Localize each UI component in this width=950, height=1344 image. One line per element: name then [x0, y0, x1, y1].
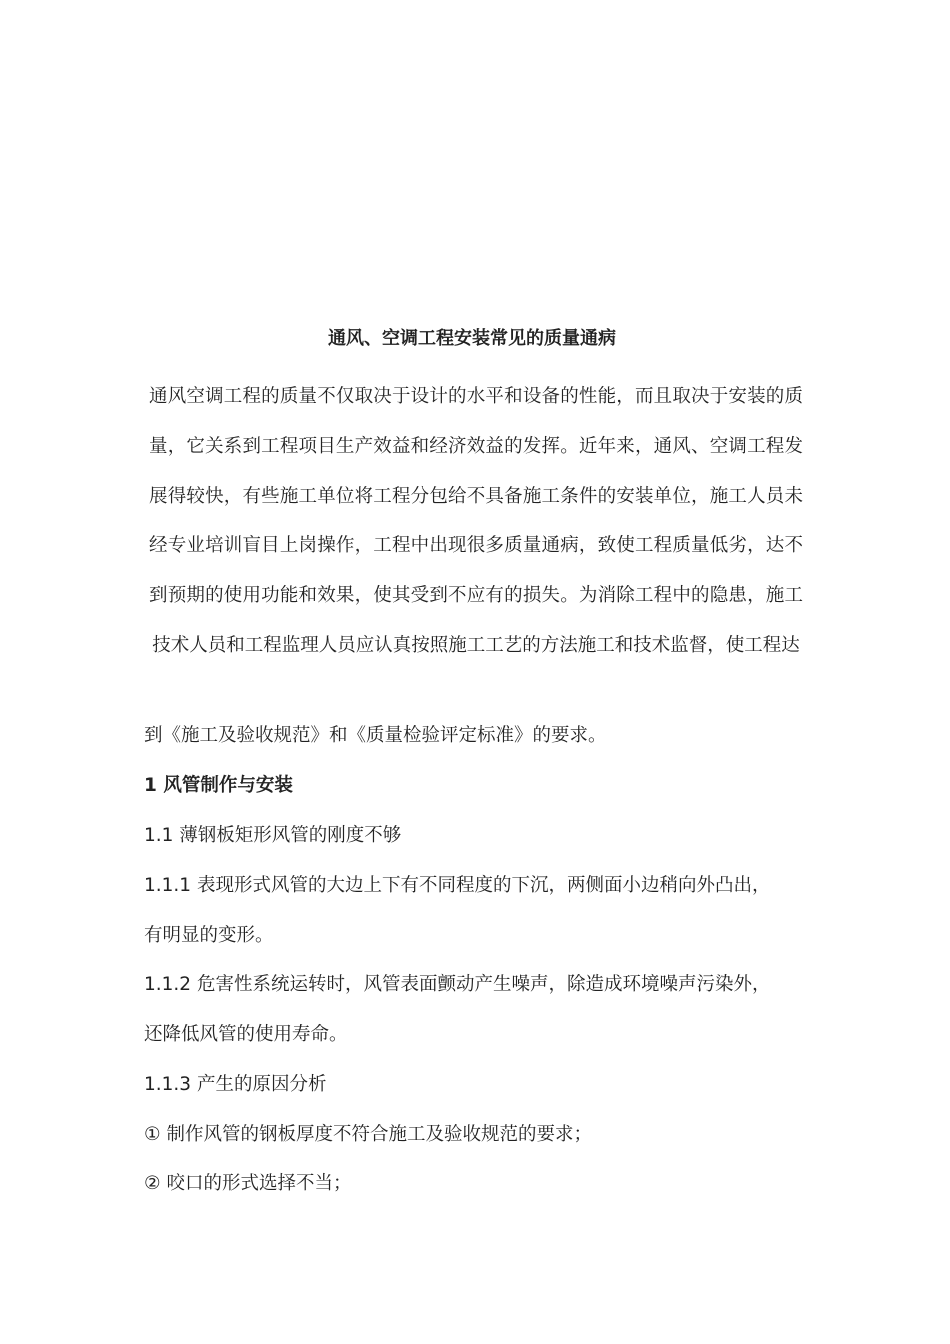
intro-continuation: 到《施工及验收规范》和《质量检验评定标准》的要求。 — [144, 725, 607, 746]
section-heading-1: 1 风管制作与安装 — [144, 775, 293, 796]
subsection-1-1: 1.1 薄钢板矩形风管的刚度不够 — [144, 825, 402, 846]
item-1-1-1-line1: 1.1.1 表现形式风管的大边上下有不同程度的下沉，两侧面小边稍向外凸出， — [144, 875, 771, 896]
item-1-1-2-line2: 还降低风管的使用寿命。 — [144, 1024, 348, 1045]
intro-paragraph: 通风空调工程的质量不仅取决于设计的水平和设备的性能，而且取决于安装的质量，它关系到工程项目生产效益和经济效益的发挥。近年来，通风、空调工程发展得较快，有些施工单位将工程分包给不具备施工条件的安装单位，施工人员未经专业培训盲目上岗操作，工程中出现很多质量通病，致使工程质量低劣，达不到预期的使用功能和效果，使其受到不应有的损失。为消除工程中的隐患，施工技术人员和工程监理人员应认真按照施工工艺的方法施工和技术监督，使工程达 — [149, 386, 803, 656]
item-1-1-2-line1: 1.1.2 危害性系统运转时，风管表面颤动产生噪声，除造成环境噪声污染外， — [144, 974, 771, 995]
item-1-1-3: 1.1.3 产生的原因分析 — [144, 1074, 327, 1095]
cause-item-2: ② 咬口的形式选择不当； — [144, 1173, 352, 1194]
cause-item-1: ① 制作风管的钢板厚度不符合施工及验收规范的要求； — [144, 1124, 592, 1145]
item-1-1-1-line2: 有明显的变形。 — [144, 925, 274, 946]
document-title: 通风、空调工程安装常见的质量通病 — [328, 328, 616, 349]
